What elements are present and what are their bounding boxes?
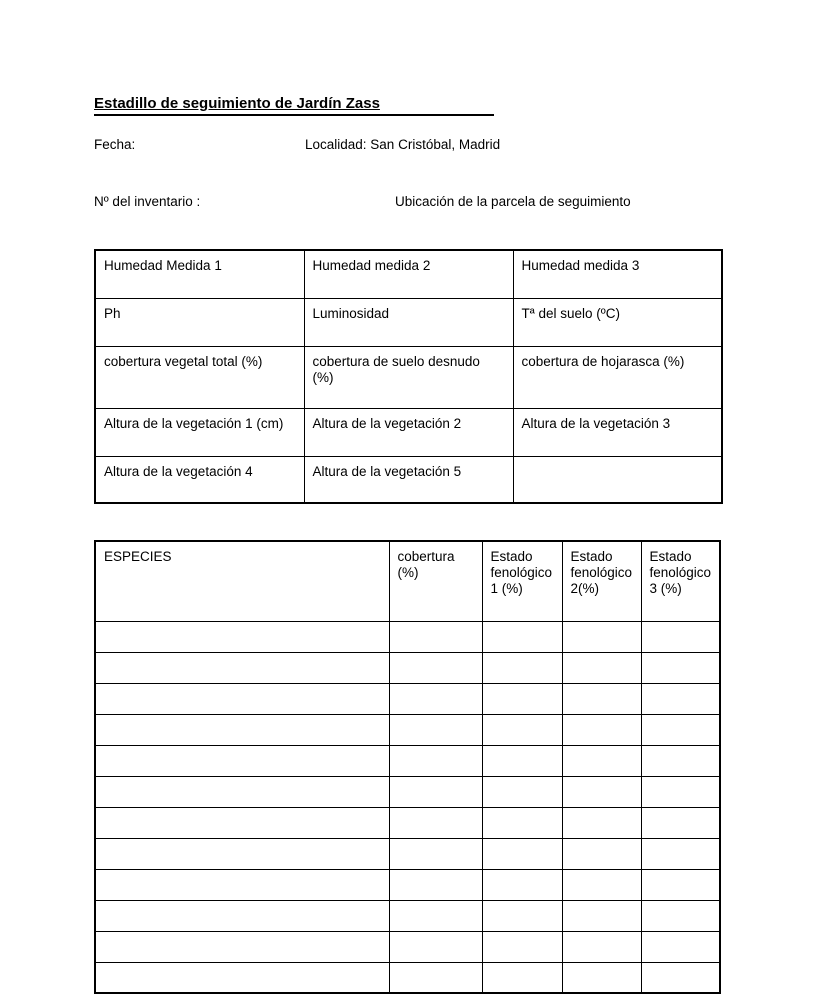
measurement-cell-cobertura-suelo-desnudo[interactable]: cobertura de suelo desnudo (%) [304, 346, 513, 408]
species-table-row [95, 652, 720, 683]
measurement-cell-altura-vegetacion-4[interactable]: Altura de la vegetación 4 [95, 456, 304, 503]
species-table-cell[interactable] [95, 900, 389, 931]
measurement-cell-altura-vegetacion-5[interactable]: Altura de la vegetación 5 [304, 456, 513, 503]
species-table-cell[interactable] [482, 745, 562, 776]
species-table-cell[interactable] [482, 621, 562, 652]
species-table-row [95, 838, 720, 869]
measurement-cell-humedad-1[interactable]: Humedad Medida 1 [95, 250, 304, 298]
measurement-cell-luminosidad[interactable]: Luminosidad [304, 298, 513, 346]
species-table-row [95, 869, 720, 900]
species-table-cell[interactable] [482, 776, 562, 807]
species-table-row [95, 900, 720, 931]
species-table-cell[interactable] [389, 683, 482, 714]
measurement-cell-cobertura-hojarasca[interactable]: cobertura de hojarasca (%) [513, 346, 722, 408]
species-table-cell[interactable] [641, 962, 720, 993]
species-table-cell[interactable] [482, 838, 562, 869]
species-header-row [95, 541, 720, 621]
species-table-cell[interactable] [389, 652, 482, 683]
species-table-cell[interactable] [562, 621, 641, 652]
species-table-cell[interactable] [389, 838, 482, 869]
species-header-estado-fenologico-2: Estado fenológico 2(%) [562, 541, 641, 621]
species-table-cell[interactable] [95, 869, 389, 900]
species-table-cell[interactable] [641, 714, 720, 745]
species-table-cell[interactable] [562, 683, 641, 714]
measurements-table [94, 249, 723, 504]
species-table-cell[interactable] [95, 807, 389, 838]
species-table-cell[interactable] [482, 683, 562, 714]
species-table-cell[interactable] [95, 838, 389, 869]
species-table-cell[interactable] [641, 931, 720, 962]
species-table-row [95, 776, 720, 807]
species-header-estado-fenologico-3: Estado fenológico 3 (%) [641, 541, 720, 621]
measurements-row [95, 408, 722, 456]
species-table-row [95, 962, 720, 993]
species-header-estado-fenologico-1: Estado fenológico 1 (%) [482, 541, 562, 621]
species-table-cell[interactable] [482, 931, 562, 962]
species-table-cell[interactable] [562, 962, 641, 993]
species-table-row [95, 745, 720, 776]
measurement-cell-temperatura-suelo[interactable]: Tª del suelo (ºC) [513, 298, 722, 346]
species-header-cobertura: cobertura (%) [389, 541, 482, 621]
species-table-cell[interactable] [389, 869, 482, 900]
species-table-cell[interactable] [389, 621, 482, 652]
measurements-row [95, 456, 722, 503]
document-title [94, 96, 494, 116]
species-table-cell[interactable] [562, 776, 641, 807]
species-table-cell[interactable] [641, 621, 720, 652]
species-table-cell[interactable] [95, 714, 389, 745]
species-table-cell[interactable] [389, 962, 482, 993]
species-table-cell[interactable] [482, 962, 562, 993]
species-table-cell[interactable] [95, 776, 389, 807]
species-table-cell[interactable] [482, 807, 562, 838]
measurements-row [95, 346, 722, 408]
species-table-cell[interactable] [562, 838, 641, 869]
species-table-cell[interactable] [562, 652, 641, 683]
species-table-cell[interactable] [641, 652, 720, 683]
species-table-row [95, 714, 720, 745]
species-table-row [95, 683, 720, 714]
species-table-cell[interactable] [641, 869, 720, 900]
species-table-cell[interactable] [482, 652, 562, 683]
fecha-label: Fecha: [94, 137, 136, 152]
localidad-text: Localidad: San Cristóbal, Madrid [305, 137, 501, 152]
species-table-cell[interactable] [389, 931, 482, 962]
document-title-text: Estadillo de seguimiento de Jardín Zass [94, 95, 380, 112]
species-table-cell[interactable] [389, 714, 482, 745]
species-table-cell[interactable] [389, 776, 482, 807]
species-table-cell[interactable] [641, 745, 720, 776]
species-table-cell[interactable] [562, 900, 641, 931]
species-table-cell[interactable] [562, 931, 641, 962]
species-table-cell[interactable] [562, 807, 641, 838]
measurement-cell-ph[interactable]: Ph [95, 298, 304, 346]
species-table-cell[interactable] [95, 931, 389, 962]
species-table [94, 540, 721, 994]
measurement-cell-humedad-2[interactable]: Humedad medida 2 [304, 250, 513, 298]
species-table-cell[interactable] [482, 900, 562, 931]
species-table-cell[interactable] [641, 838, 720, 869]
species-table-cell[interactable] [562, 745, 641, 776]
species-table-cell[interactable] [95, 683, 389, 714]
species-table-cell[interactable] [95, 652, 389, 683]
species-table-cell[interactable] [641, 807, 720, 838]
species-table-cell[interactable] [389, 900, 482, 931]
species-table-cell[interactable] [95, 745, 389, 776]
species-header-especies: ESPECIES [95, 541, 389, 621]
species-table-row [95, 807, 720, 838]
species-table-cell[interactable] [641, 683, 720, 714]
species-table-cell[interactable] [95, 962, 389, 993]
species-table-cell[interactable] [482, 869, 562, 900]
measurement-cell-altura-vegetacion-3[interactable]: Altura de la vegetación 3 [513, 408, 722, 456]
species-table-cell[interactable] [562, 714, 641, 745]
measurements-row [95, 298, 722, 346]
species-table-cell[interactable] [641, 776, 720, 807]
species-table-cell[interactable] [562, 869, 641, 900]
measurement-cell-altura-vegetacion-2[interactable]: Altura de la vegetación 2 [304, 408, 513, 456]
measurement-cell-altura-vegetacion-1[interactable]: Altura de la vegetación 1 (cm) [95, 408, 304, 456]
inventario-label: Nº del inventario : [94, 194, 201, 209]
measurement-cell-cobertura-vegetal[interactable]: cobertura vegetal total (%) [95, 346, 304, 408]
species-table-row [95, 621, 720, 652]
species-empty-rows [95, 621, 720, 993]
measurement-cell-humedad-3[interactable]: Humedad medida 3 [513, 250, 722, 298]
measurements-row [95, 250, 722, 298]
species-table-cell[interactable] [389, 745, 482, 776]
species-table-cell[interactable] [95, 621, 389, 652]
species-table-row [95, 931, 720, 962]
species-table-cell[interactable] [389, 807, 482, 838]
species-table-cell[interactable] [641, 900, 720, 931]
ubicacion-label: Ubicación de la parcela de seguimiento [395, 194, 631, 209]
species-table-cell[interactable] [482, 714, 562, 745]
measurement-cell-empty[interactable] [513, 456, 722, 503]
